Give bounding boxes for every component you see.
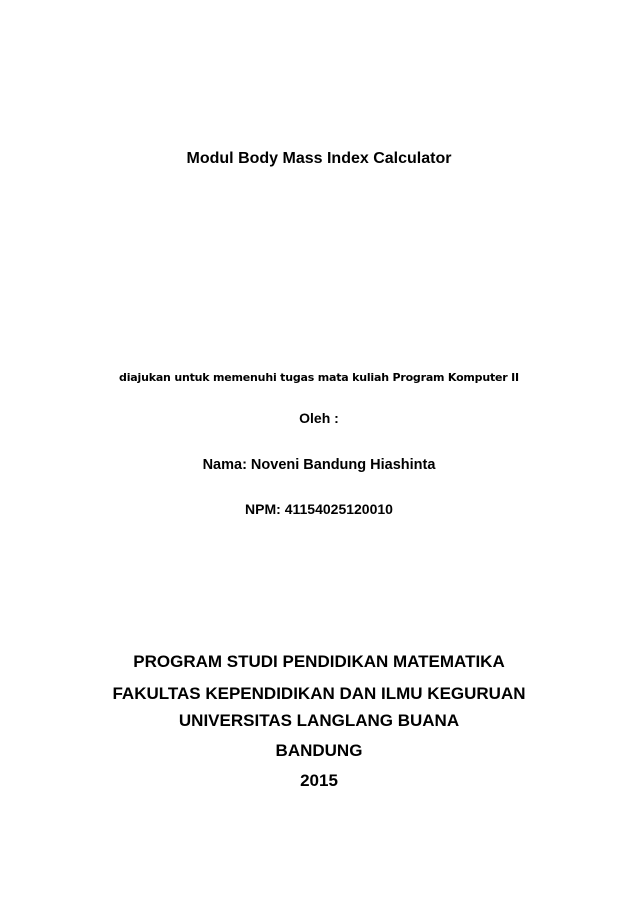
faculty-name: FAKULTAS KEPENDIDIKAN DAN ILMU KEGURUAN	[112, 684, 526, 703]
student-number: NPM: 41154025120010	[245, 501, 393, 517]
year: 2015	[300, 771, 338, 790]
university-name: UNIVERSITAS LANGLANG BUANA	[178, 711, 460, 730]
author-name: Nama: Noveni Bandung Hiashinta	[202, 457, 436, 473]
submission-purpose: diajukan untuk memenuhi tugas mata kuliah Program Komputer II	[119, 371, 519, 384]
author-label: Oleh :	[299, 410, 339, 426]
document-title: Modul Body Mass Index Calculator	[186, 150, 452, 167]
study-program: PROGRAM STUDI PENDIDIKAN MATEMATIKA	[133, 652, 505, 671]
city-name: BANDUNG	[275, 741, 363, 760]
